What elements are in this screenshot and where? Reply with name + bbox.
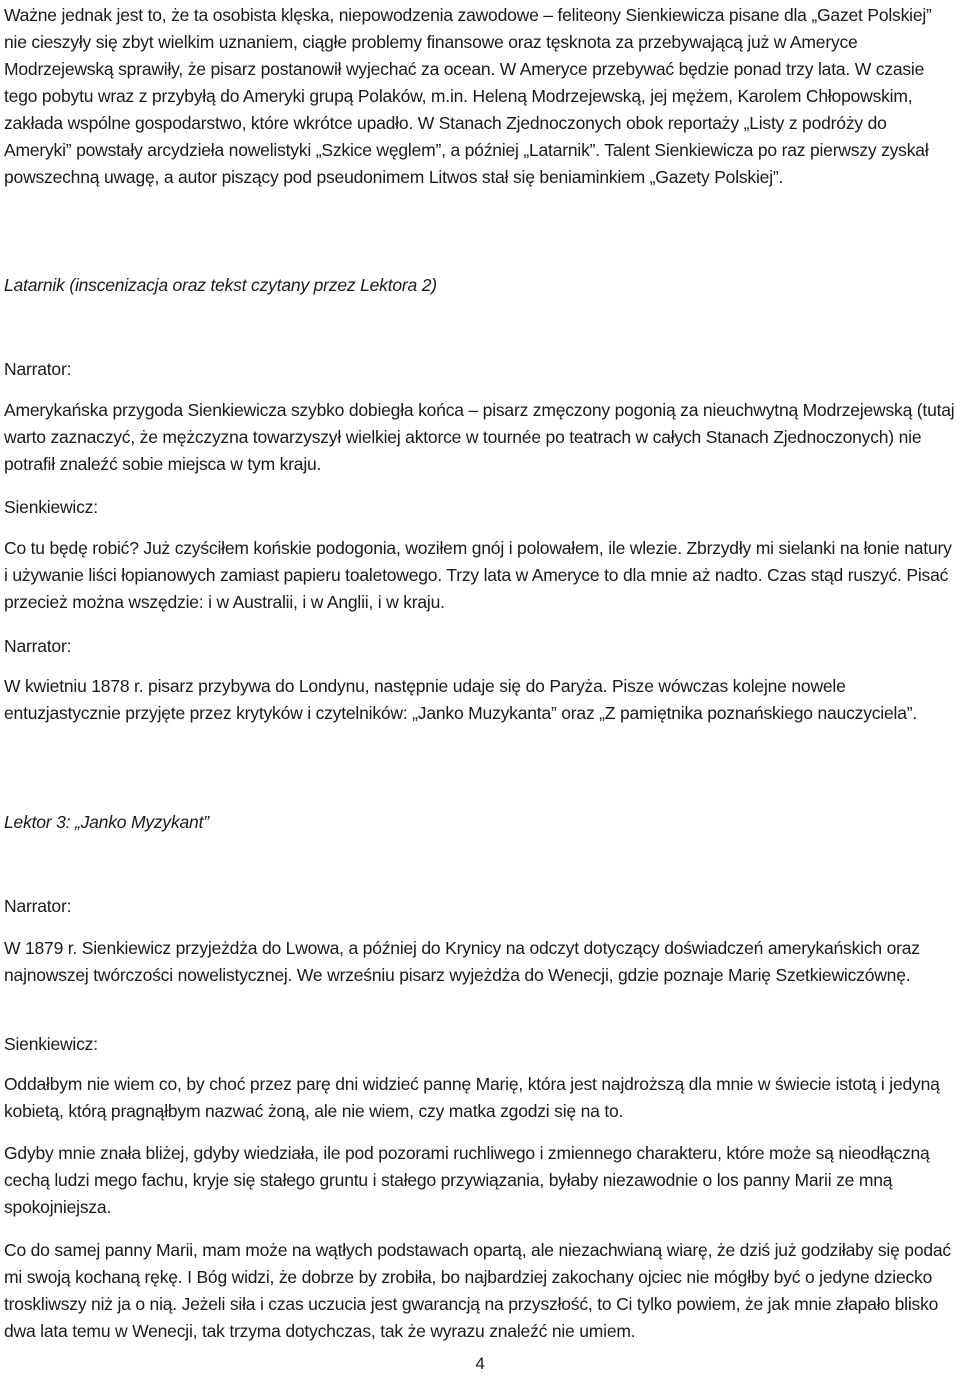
sienkiewicz-paragraph: Co do samej panny Marii, mam może na wątłych podstawach opartą, ale niezachwianą wiarę, że dziś już godziłaby się podać mi swoją kochaną rękę. I Bóg widzi, że dobrze by zrobiła, bo najbardziej zakochany ojciec nie mógłby być o jedyne dziecko troskliwszy niż ja o nią. Jeżeli siła i czas uczucia jest gwarancją na przyszłość, to Ci tylko powiem, że jak mnie złapało blisko dwa lata temu w Wenecji, tak trzyma dotychczas, tak że wyrazu znaleźć nie umiem. (4, 1240, 951, 1341)
speaker-label-narrator: Narrator: (4, 896, 72, 916)
page-number: 4 (475, 1354, 485, 1373)
narrator-paragraph: Amerykańska przygoda Sienkiewicza szybko dobiegła końca – pisarz zmęczony pogonią za nieuchwytną Modrzejewską (tutaj warto zaznaczyć, że mężczyzna towarzyszył wielkiej aktorce w tournée po teatrach w całych Stanach Zjednoczonych) nie potrafił znaleźć sobie miejsca w tym kraju. (4, 400, 955, 474)
speaker-label-narrator: Narrator: (4, 359, 72, 379)
lektor-heading: Lektor 3: „Janko Myzykant” (4, 812, 209, 832)
speaker-label-sienkiewicz: Sienkiewicz: (4, 497, 98, 517)
latarnik-heading: Latarnik (inscenizacja oraz tekst czytany przez Lektora 2) (4, 275, 437, 295)
narrator-paragraph: W kwietniu 1878 r. pisarz przybywa do Londynu, następnie udaje się do Paryża. Pisze wówczas kolejne nowele entuzjastycznie przyjęte przez krytyków i czytelników: „Janko Muzykanta” oraz „Z pamiętnika poznańskiego nauczyciela”. (4, 676, 918, 723)
speaker-label-sienkiewicz: Sienkiewicz: (4, 1034, 98, 1054)
speaker-label-narrator: Narrator: (4, 636, 72, 656)
intro-paragraph: Ważne jednak jest to, że ta osobista klęska, niepowodzenia zawodowe – feliteony Sienkiewicza pisane dla „Gazet Polskiej” nie cieszyły się zbyt wielkim uznaniem, ciągłe problemy finansowe oraz tęsknota za przebywającą już w Ameryce Modrzejewską sprawiły, że pisarz postanowił wyjechać za ocean. W Ameryce przebywać będzie ponad trzy lata. W czasie tego pobytu wraz z przybyłą do Ameryki grupą Polaków, m.in. Heleną Modrzejewską, jej mężem, Karolem Chłopowskim, zakłada wspólne gospodarstwo, które wkrótce upadło. W Stanach Zjednoczonych obok reportaży „Listy z podróży do Ameryki” powstały arcydzieła nowelistyki „Szkice węglem”, a później „Latarnik”. Talent Sienkiewicza po raz pierwszy zyskał powszechną uwagę, a autor piszący pod pseudonimem Litwos stał się beniaminkiem „Gazety Polskiej”. (4, 5, 932, 187)
narrator-paragraph: W 1879 r. Sienkiewicz przyjeżdża do Lwowa, a później do Krynicy na odczyt dotyczący doświadczeń amerykańskich oraz najnowszej twórczości nowelistycznej. We wrześniu pisarz wyjeżdża do Wenecji, gdzie poznaje Marię Szetkiewiczównę. (4, 938, 920, 985)
sienkiewicz-paragraph: Co tu będę robić? Już czyściłem końskie podogonia, woziłem gnój i polowałem, ile wlezie. Zbrzydły mi sielanki na łonie natury i używanie liści łopianowych zamiast papieru toaletowego. Trzy lata w Ameryce to dla mnie aż nadto. Czas stąd ruszyć. Pisać przecież można wszędzie: i w Australii, i w Anglii, i w kraju. (4, 538, 952, 612)
sienkiewicz-paragraph: Gdyby mnie znała bliżej, gdyby wiedziała, ile pod pozorami ruchliwego i zmiennego charakteru, które może są nieodłączną cechą ludzi mego fachu, kryje się stałego gruntu i stałego przywiązania, byłaby niezawodnie o los panny Marii ze mną spokojniejsza. (4, 1143, 930, 1217)
sienkiewicz-paragraph: Oddałbym nie wiem co, by choć przez parę dni widzieć pannę Marię, która jest najdroższą dla mnie w świecie istotą i jedyną kobietą, którą pragnąłbym nazwać żoną, ale nie wiem, czy matka zgodzi się na to. (4, 1074, 940, 1121)
